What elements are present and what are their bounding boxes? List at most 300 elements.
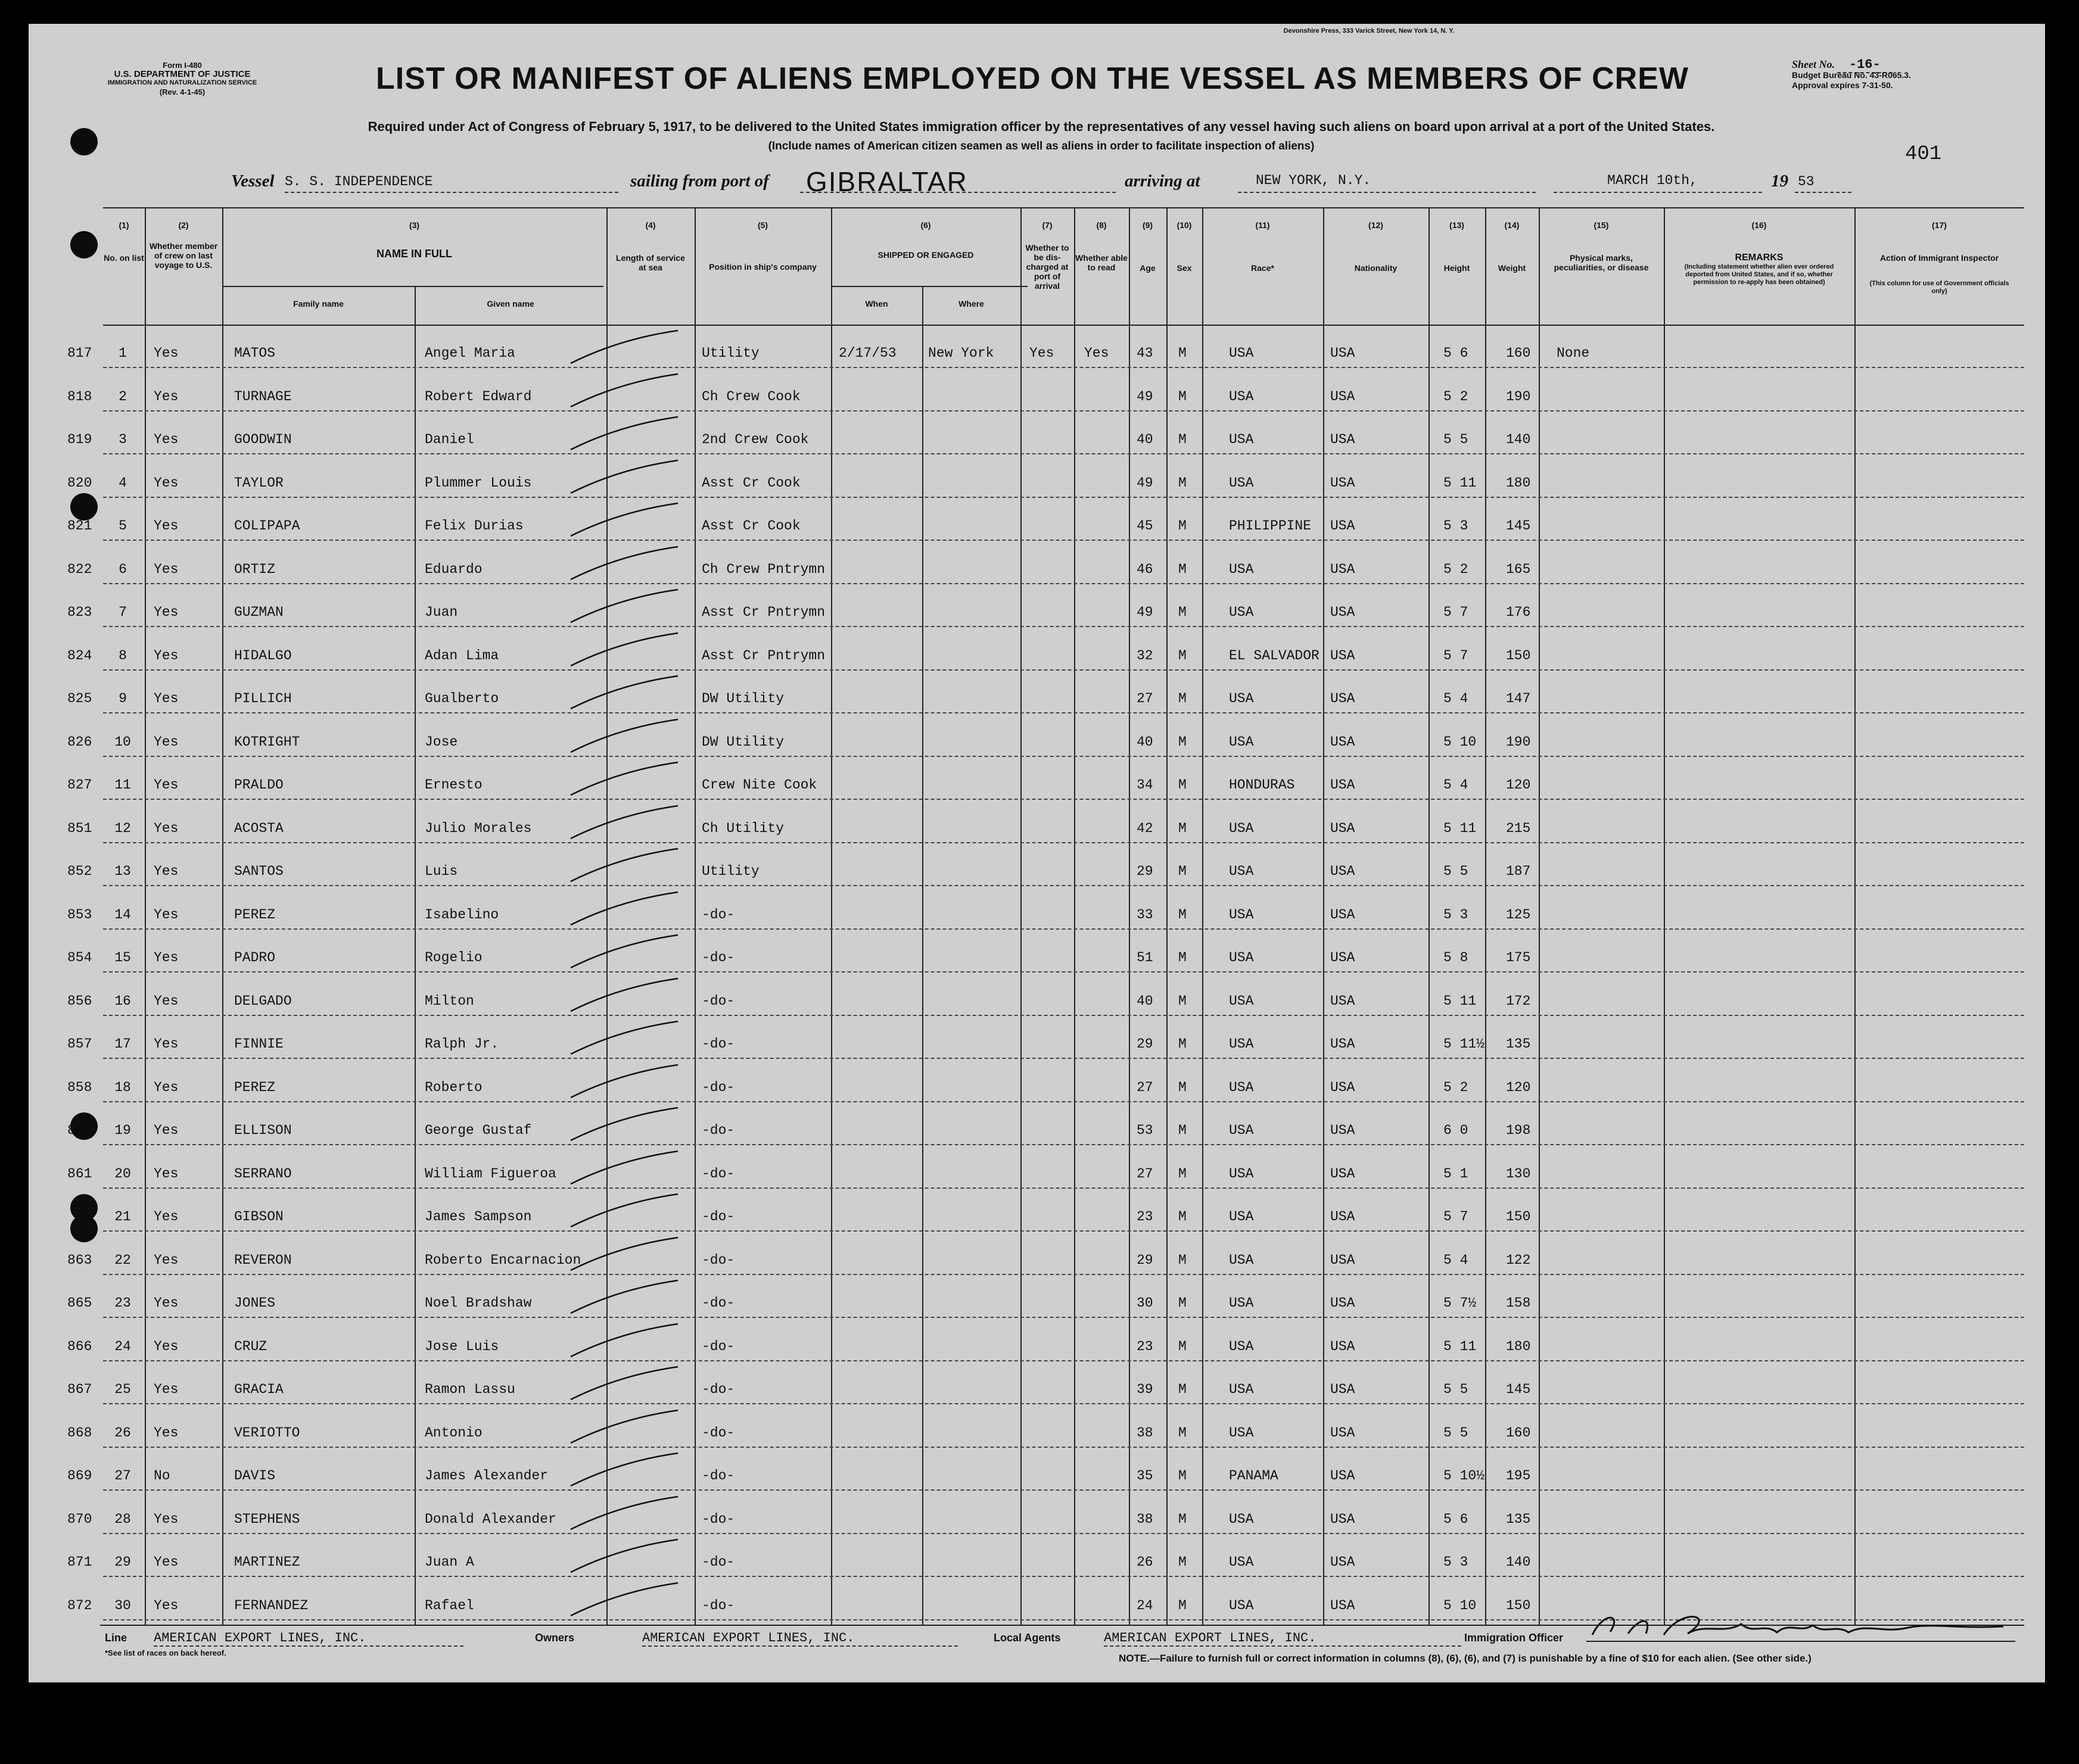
arrival-date: MARCH 10th, — [1607, 173, 1698, 188]
row-rule — [103, 540, 2024, 541]
age-cell: 45 — [1137, 518, 1153, 534]
height-cell: 5 2 — [1443, 561, 1468, 577]
owners-value: AMERICAN EXPORT LINES, INC. — [642, 1631, 958, 1647]
family-name-cell: PEREZ — [234, 906, 276, 922]
margin-serial-number: 857 — [67, 1036, 92, 1052]
col-num-4: (4) — [645, 220, 656, 230]
nationality-cell: USA — [1330, 1511, 1355, 1527]
nationality-cell: USA — [1330, 777, 1355, 793]
sex-cell: M — [1178, 345, 1187, 361]
margin-serial-number: 819 — [67, 432, 92, 447]
race-cell: USA — [1229, 691, 1254, 706]
family-name-cell: GUZMAN — [234, 604, 284, 620]
margin-serial-number: 854 — [67, 950, 92, 965]
given-name-cell: Felix Durias — [425, 518, 524, 534]
sex-cell: M — [1178, 691, 1187, 706]
given-name-cell: Plummer Louis — [425, 475, 532, 491]
row-rule — [103, 712, 2024, 713]
col-num-1: (1) — [119, 220, 129, 230]
sex-cell: M — [1178, 993, 1187, 1009]
given-name-cell: Adan Lima — [425, 647, 499, 663]
family-name-cell: PEREZ — [234, 1079, 276, 1095]
position-cell: Ch Crew Cook — [702, 388, 801, 404]
given-name-header: Given name — [487, 299, 534, 308]
height-cell: 5 5 — [1443, 432, 1468, 447]
family-name-cell: VERIOTTO — [234, 1425, 300, 1441]
race-cell: USA — [1229, 1209, 1254, 1224]
col-label-16: REMARKS — [1735, 253, 1784, 263]
margin-serial-number: 8 — [67, 1123, 76, 1138]
owners-label: Owners — [535, 1632, 575, 1644]
where-header: Where — [958, 299, 984, 308]
sex-cell: M — [1178, 518, 1187, 534]
row-number-cell: 16 — [114, 993, 131, 1009]
age-cell: 27 — [1137, 1165, 1153, 1182]
row-rule — [103, 1058, 2024, 1059]
form-info — [99, 61, 266, 96]
nationality-cell: USA — [1330, 1338, 1355, 1354]
row-rule — [103, 1317, 2024, 1318]
sex-cell: M — [1178, 604, 1187, 620]
height-cell: 5 2 — [1443, 1079, 1468, 1095]
margin-serial-number: 821 — [67, 518, 92, 534]
nationality-cell: USA — [1330, 864, 1355, 879]
weight-cell: 140 — [1506, 1554, 1531, 1570]
nationality-cell: USA — [1330, 950, 1355, 965]
row-number-cell: 3 — [119, 432, 127, 447]
nationality-cell: USA — [1330, 1079, 1355, 1095]
check-mark-stroke — [565, 759, 684, 801]
family-name-cell: DELGADO — [234, 993, 292, 1009]
check-mark-stroke — [565, 846, 684, 887]
col-num-12: (12) — [1368, 220, 1383, 230]
row-rule — [103, 1230, 2024, 1232]
subtitle-note: (Include names of American citizen seamen as well as aliens in order to facilitate inspection of aliens) — [768, 140, 1315, 152]
race-cell: USA — [1229, 734, 1254, 750]
sheet-number-value: -16- — [1837, 57, 1893, 73]
table-top-border — [103, 207, 2024, 208]
given-name-cell: George Gustaf — [425, 1123, 532, 1138]
race-cell: USA — [1229, 820, 1254, 836]
on-last-voyage-cell: Yes — [154, 1554, 179, 1570]
weight-cell: 125 — [1506, 906, 1531, 922]
col-num-10: (10) — [1177, 220, 1192, 230]
col-label-7: Whether to be dis-charged at port of arrival — [1025, 243, 1069, 291]
row-number-cell: 18 — [114, 1079, 131, 1095]
on-last-voyage-cell: Yes — [154, 518, 179, 534]
col-num-7: (7) — [1042, 220, 1053, 230]
row-number-cell: 17 — [114, 1036, 131, 1052]
race-cell: USA — [1229, 604, 1254, 620]
sex-cell: M — [1178, 950, 1187, 965]
height-cell: 5 3 — [1443, 1554, 1468, 1570]
nationality-cell: USA — [1330, 647, 1355, 663]
race-cell: USA — [1229, 993, 1254, 1009]
check-mark-stroke — [565, 1277, 684, 1319]
col-num-8: (8) — [1096, 220, 1107, 230]
margin-serial-number: 872 — [67, 1597, 92, 1613]
family-name-cell: FINNIE — [234, 1036, 284, 1052]
col-num-11: (11) — [1255, 220, 1270, 230]
check-mark-stroke — [565, 544, 684, 585]
check-mark-stroke — [565, 1148, 684, 1190]
sex-cell: M — [1178, 1295, 1187, 1311]
on-last-voyage-cell: Yes — [154, 777, 179, 793]
given-name-cell: Jose — [425, 734, 458, 750]
given-name-cell: James Sampson — [425, 1209, 532, 1224]
given-name-cell: Ernesto — [425, 777, 483, 793]
nationality-cell: USA — [1330, 604, 1355, 620]
on-last-voyage-cell: Yes — [154, 1425, 179, 1441]
height-cell: 5 7 — [1443, 604, 1468, 620]
row-number-cell: 15 — [114, 950, 131, 965]
margin-serial-number: 866 — [67, 1338, 92, 1354]
age-cell: 23 — [1137, 1209, 1153, 1224]
on-last-voyage-cell: Yes — [154, 864, 179, 879]
family-name-cell: CRUZ — [234, 1338, 267, 1354]
row-rule — [103, 626, 2024, 627]
col-label-6: SHIPPED OR ENGAGED — [877, 250, 974, 260]
nationality-cell: USA — [1330, 1165, 1355, 1182]
family-name-cell: ACOSTA — [234, 820, 284, 836]
given-name-cell: Angel Maria — [425, 345, 515, 361]
given-name-cell: Luis — [425, 864, 458, 879]
family-name-cell: PILLICH — [234, 691, 292, 706]
on-last-voyage-cell: Yes — [154, 734, 179, 750]
punch-hole — [70, 128, 98, 155]
col-label-4: Length of service at sea — [616, 253, 685, 272]
margin-serial-number: 826 — [67, 734, 92, 750]
race-cell: USA — [1229, 1252, 1254, 1268]
row-rule — [103, 1015, 2024, 1016]
position-cell: -do- — [702, 950, 735, 965]
height-cell: 5 11½ — [1443, 1036, 1485, 1052]
age-cell: 35 — [1137, 1468, 1153, 1483]
margin-serial-number: 865 — [67, 1295, 92, 1311]
position-cell: -do- — [702, 993, 735, 1009]
height-cell: 5 11 — [1443, 820, 1477, 836]
row-number-cell: 12 — [114, 820, 131, 836]
check-mark-stroke — [565, 932, 684, 974]
manifest-sheet — [29, 24, 2045, 1682]
family-name-cell: TURNAGE — [234, 388, 292, 404]
row-rule — [103, 669, 2024, 671]
approval: Approval expires 7-31-50. — [1792, 80, 1893, 90]
given-name-cell: Ralph Jr. — [425, 1036, 499, 1052]
weight-cell: 150 — [1506, 1597, 1531, 1613]
sex-cell: M — [1178, 432, 1187, 447]
race-cell: USA — [1229, 432, 1254, 447]
family-name-cell: ELLISON — [234, 1123, 292, 1138]
margin-serial-number: 856 — [67, 993, 92, 1009]
on-last-voyage-cell: Yes — [154, 345, 179, 361]
on-last-voyage-cell: Yes — [154, 1511, 179, 1527]
port-name: GIBRALTAR — [806, 166, 968, 197]
row-number-cell: 13 — [114, 864, 131, 879]
on-last-voyage-cell: Yes — [154, 950, 179, 965]
nationality-cell: USA — [1330, 518, 1355, 534]
weight-cell: 172 — [1506, 993, 1531, 1009]
row-number-cell: 25 — [114, 1382, 131, 1397]
agents-label: Local Agents — [994, 1632, 1061, 1644]
row-number-cell: 26 — [114, 1425, 131, 1441]
nationality-cell: USA — [1330, 1209, 1355, 1224]
nationality-cell: USA — [1330, 993, 1355, 1009]
given-name-cell: Juan — [425, 604, 458, 620]
given-name-cell: Milton — [425, 993, 474, 1009]
position-cell: -do- — [702, 1511, 735, 1527]
family-name-cell: MATOS — [234, 345, 276, 361]
row-number-cell: 20 — [114, 1165, 131, 1182]
col-num-9: (9) — [1142, 220, 1153, 230]
age-cell: 27 — [1137, 691, 1153, 706]
position-cell: 2nd Crew Cook — [702, 432, 809, 447]
sex-cell: M — [1178, 820, 1187, 836]
age-cell: 46 — [1137, 561, 1153, 577]
check-mark-stroke — [565, 457, 684, 499]
on-last-voyage-cell: Yes — [154, 388, 179, 404]
weight-cell: 135 — [1506, 1511, 1531, 1527]
given-name-cell: Antonio — [425, 1425, 483, 1441]
sex-cell: M — [1178, 1165, 1187, 1182]
remarks-note: (Including statement whether alien ever ordered deported from United States, and if so, whether permission to re-apply has been obtained) — [1684, 263, 1834, 286]
revision: (Rev. 4-1-45) — [159, 88, 206, 96]
race-cell: USA — [1229, 1123, 1254, 1138]
col-label-5: Position in ship's company — [709, 262, 817, 272]
weight-cell: 165 — [1506, 561, 1531, 577]
race-cell: USA — [1229, 1079, 1254, 1095]
position-cell: Utility — [702, 345, 760, 361]
given-name-cell: Robert Edward — [425, 388, 532, 404]
age-cell: 29 — [1137, 1252, 1153, 1268]
given-name-cell: Roberto Encarnacion — [425, 1252, 581, 1268]
row-rule — [103, 1533, 2024, 1534]
punch-hole — [70, 231, 98, 258]
on-last-voyage-cell: Yes — [154, 475, 179, 491]
on-last-voyage-cell: Yes — [154, 432, 179, 447]
row-number-cell: 8 — [119, 647, 127, 663]
table-header-border — [103, 325, 2024, 326]
margin-serial-number: 824 — [67, 647, 92, 663]
row-number-cell: 1 — [119, 345, 127, 361]
family-name-cell: PRALDO — [234, 777, 284, 793]
nationality-cell: USA — [1330, 820, 1355, 836]
able-to-read-cell: Yes — [1084, 345, 1109, 361]
margin-serial-number: 852 — [67, 864, 92, 879]
check-mark-stroke — [565, 414, 684, 456]
col-label-14: Weight — [1498, 263, 1526, 273]
height-cell: 5 10 — [1443, 1597, 1477, 1613]
nationality-cell: USA — [1330, 1295, 1355, 1311]
sex-cell: M — [1178, 1597, 1187, 1613]
col-label-13: Height — [1443, 263, 1470, 273]
age-cell: 27 — [1137, 1079, 1153, 1095]
height-cell: 5 5 — [1443, 1382, 1468, 1397]
col-num-2: (2) — [178, 220, 189, 230]
on-last-voyage-cell: Yes — [154, 1252, 179, 1268]
family-name-cell: SERRANO — [234, 1165, 292, 1182]
col-label-3: NAME IN FULL — [376, 248, 452, 260]
race-cell: USA — [1229, 906, 1254, 922]
check-mark-stroke — [565, 1191, 684, 1233]
vessel-underline — [285, 192, 618, 193]
col-num-15: (15) — [1594, 220, 1609, 230]
age-cell: 38 — [1137, 1511, 1153, 1527]
age-cell: 33 — [1137, 906, 1153, 922]
race-cell: USA — [1229, 561, 1254, 577]
budget-bureau: Budget Bureau No. 43-R065.3. — [1792, 70, 1911, 80]
position-cell: Asst Cr Cook — [702, 475, 801, 491]
nationality-cell: USA — [1330, 432, 1355, 447]
family-name-header: Family name — [293, 299, 344, 308]
row-number-cell: 23 — [114, 1295, 131, 1311]
height-cell: 5 6 — [1443, 1511, 1468, 1527]
height-cell: 5 10 — [1443, 734, 1477, 750]
col-label-15: Physical marks, peculiarities, or disease — [1554, 253, 1649, 272]
family-name-cell: HIDALGO — [234, 647, 292, 663]
position-cell: -do- — [702, 906, 735, 922]
given-name-cell: Jose Luis — [425, 1338, 499, 1354]
row-number-cell: 9 — [119, 691, 127, 706]
check-mark-stroke — [565, 587, 684, 628]
stamp-number: 401 — [1905, 143, 1942, 166]
margin-serial-number: 863 — [67, 1252, 92, 1268]
nationality-cell: USA — [1330, 1425, 1355, 1441]
margin-serial-number: 817 — [67, 345, 92, 361]
row-number-cell: 30 — [114, 1597, 131, 1613]
position-cell: -do- — [702, 1079, 735, 1095]
weight-cell: 147 — [1506, 691, 1531, 706]
col-num-13: (13) — [1449, 220, 1464, 230]
given-name-cell: Rogelio — [425, 950, 483, 965]
when-header: When — [865, 299, 888, 308]
check-mark-stroke — [565, 1062, 684, 1104]
height-cell: 5 7 — [1443, 647, 1468, 663]
sex-cell: M — [1178, 1511, 1187, 1527]
margin-serial-number: 868 — [67, 1425, 92, 1441]
nationality-cell: USA — [1330, 561, 1355, 577]
age-cell: 29 — [1137, 864, 1153, 879]
weight-cell: 150 — [1506, 647, 1531, 663]
row-rule — [103, 885, 2024, 886]
family-name-cell: GOODWIN — [234, 432, 292, 447]
check-mark-stroke — [565, 889, 684, 931]
row-rule — [103, 1403, 2024, 1404]
family-name-cell: MARTINEZ — [234, 1554, 300, 1570]
on-last-voyage-cell: Yes — [154, 993, 179, 1009]
margin-serial-number: 818 — [67, 388, 92, 404]
position-cell: -do- — [702, 1209, 735, 1224]
family-name-cell: PADRO — [234, 950, 276, 965]
row-rule — [103, 928, 2024, 930]
col-label-17: Action of Immigrant Inspector — [1879, 253, 1999, 263]
race-cell: USA — [1229, 475, 1254, 491]
port-underline — [800, 192, 1116, 193]
sex-cell: M — [1178, 1382, 1187, 1397]
given-name-cell: James Alexander — [425, 1468, 549, 1483]
age-cell: 40 — [1137, 734, 1153, 750]
row-number-cell: 6 — [119, 561, 127, 577]
check-mark-stroke — [565, 1537, 684, 1578]
height-cell: 6 0 — [1443, 1123, 1468, 1138]
check-mark-stroke — [565, 328, 684, 369]
sex-cell: M — [1178, 1338, 1187, 1354]
family-name-cell: GRACIA — [234, 1382, 284, 1397]
age-cell: 40 — [1137, 432, 1153, 447]
on-last-voyage-cell: Yes — [154, 604, 179, 620]
weight-cell: 122 — [1506, 1252, 1531, 1268]
position-cell: Utility — [702, 864, 760, 879]
race-cell: USA — [1229, 388, 1254, 404]
check-mark-stroke — [565, 1580, 684, 1622]
row-rule — [103, 1144, 2024, 1145]
position-cell: -do- — [702, 1597, 735, 1613]
family-name-cell: JONES — [234, 1295, 276, 1311]
check-mark-stroke — [565, 976, 684, 1017]
row-number-cell: 29 — [114, 1554, 131, 1570]
sex-cell: M — [1178, 475, 1187, 491]
margin-serial-number: 858 — [67, 1079, 92, 1095]
weight-cell: 180 — [1506, 1338, 1531, 1354]
age-cell: 34 — [1137, 777, 1153, 793]
agents-value: AMERICAN EXPORT LINES, INC. — [1104, 1631, 1461, 1647]
margin-serial-number: 825 — [67, 691, 92, 706]
row-number-cell: 22 — [114, 1252, 131, 1268]
given-name-cell: Donald Alexander — [425, 1511, 556, 1527]
position-cell: -do- — [702, 1425, 735, 1441]
weight-cell: 198 — [1506, 1123, 1531, 1138]
age-cell: 38 — [1137, 1425, 1153, 1441]
given-name-cell: Gualberto — [425, 691, 499, 706]
age-cell: 53 — [1137, 1123, 1153, 1138]
on-last-voyage-cell: Yes — [154, 1123, 179, 1138]
discharged-cell: Yes — [1029, 345, 1054, 361]
margin-serial-number: 851 — [67, 820, 92, 836]
age-cell: 26 — [1137, 1554, 1153, 1570]
row-rule — [103, 1360, 2024, 1361]
on-last-voyage-cell: Yes — [154, 1597, 179, 1613]
date-underline — [1554, 192, 1762, 193]
family-name-cell: STEPHENS — [234, 1511, 300, 1527]
weight-cell: 145 — [1506, 518, 1531, 534]
nationality-cell: USA — [1330, 1554, 1355, 1570]
position-cell: Asst Cr Cook — [702, 518, 801, 534]
height-cell: 5 3 — [1443, 518, 1468, 534]
margin-serial-number: 822 — [67, 561, 92, 577]
position-cell: Ch Crew Pntrymn — [702, 561, 826, 577]
height-cell: 5 4 — [1443, 1252, 1468, 1268]
vessel-label: Vessel — [231, 172, 275, 191]
check-mark-stroke — [565, 371, 684, 413]
check-mark-stroke — [565, 1321, 684, 1363]
age-cell: 49 — [1137, 388, 1153, 404]
race-cell: USA — [1229, 1511, 1254, 1527]
nationality-cell: USA — [1330, 1468, 1355, 1483]
check-mark-stroke — [565, 1407, 684, 1449]
on-last-voyage-cell: Yes — [154, 1382, 179, 1397]
col-num-5: (5) — [757, 220, 768, 230]
height-cell: 5 8 — [1443, 950, 1468, 965]
position-cell: DW Utility — [702, 734, 785, 750]
weight-cell: 176 — [1506, 604, 1531, 620]
weight-cell: 145 — [1506, 1382, 1531, 1397]
age-cell: 43 — [1137, 345, 1153, 361]
position-cell: Crew Nite Cook — [702, 777, 817, 793]
service: IMMIGRATION AND NATURALIZATION SERVICE — [107, 79, 257, 86]
sex-cell: M — [1178, 1425, 1187, 1441]
race-footnote: *See list of races on back hereof. — [105, 1648, 226, 1657]
shipped-subheader-border — [831, 286, 1028, 287]
